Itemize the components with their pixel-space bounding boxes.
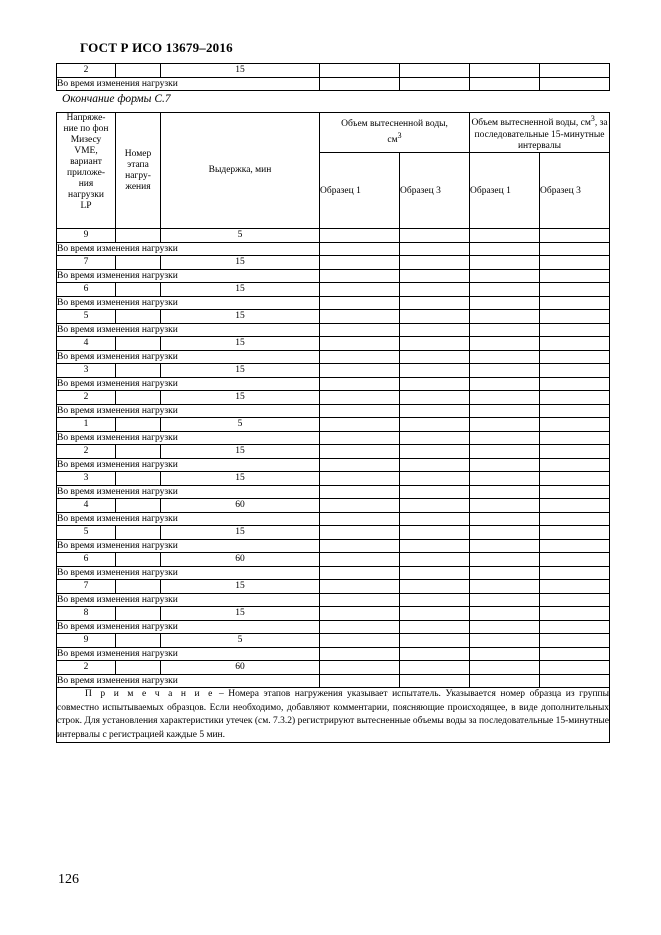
table-row: [57, 391, 610, 405]
sample-cell: [320, 526, 400, 540]
continuation-table: [56, 63, 610, 91]
stage-cell: [116, 256, 161, 270]
sample-cell: [400, 566, 470, 580]
sample-cell: [540, 364, 610, 378]
sample-cell: [470, 77, 540, 91]
stage-cell: [116, 607, 161, 621]
sample-cell: [470, 296, 540, 310]
sample-cell: [400, 620, 470, 634]
sample-cell: [470, 620, 540, 634]
sample-cell: [470, 526, 540, 540]
sample-cell: [400, 580, 470, 594]
note-label: П р и м е ч а н и е: [85, 689, 215, 699]
table-row: [57, 526, 610, 540]
sample-cell: [400, 553, 470, 567]
sample-cell: [470, 269, 540, 283]
sample-cell: [540, 269, 610, 283]
during-load-change-label: Во время изменения нагрузки: [57, 296, 320, 310]
sample-cell: [400, 337, 470, 351]
sample-cell: [470, 283, 540, 297]
sample-cell: [400, 323, 470, 337]
header-pressure: Напряже- ние по фон Мизесу VME, вариант приложе- ния нагрузки LP: [57, 113, 116, 229]
during-load-change-row: [57, 674, 610, 688]
pressure-cell: 5: [57, 526, 116, 540]
sample-cell: [540, 337, 610, 351]
stage-cell: [116, 337, 161, 351]
sample-cell: [320, 350, 400, 364]
sample-cell: [320, 553, 400, 567]
sample-cell: [320, 77, 400, 91]
sample-cell: [540, 661, 610, 675]
sample-cell: [400, 64, 470, 78]
table-note: [57, 688, 610, 743]
hold-cell: 15: [161, 310, 320, 324]
during-load-change-row: [57, 323, 610, 337]
sample-cell: [470, 607, 540, 621]
sample-cell: [400, 661, 470, 675]
sample-cell: [470, 499, 540, 513]
pressure-cell: 8: [57, 607, 116, 621]
page-number: 126: [58, 872, 79, 887]
sample-cell: [320, 458, 400, 472]
form-table: [56, 112, 610, 743]
hold-cell: 15: [161, 526, 320, 540]
hold-cell: 15: [161, 445, 320, 459]
sample-cell: [320, 661, 400, 675]
sample-cell: [540, 77, 610, 91]
sample-cell: [400, 431, 470, 445]
stage-cell: [116, 283, 161, 297]
sample-cell: [470, 539, 540, 553]
sample-cell: [320, 242, 400, 256]
sample-cell: [320, 229, 400, 243]
sample-cell: [320, 566, 400, 580]
during-load-change-label: Во время изменения нагрузки: [57, 539, 320, 553]
sample-cell: [320, 674, 400, 688]
hold-cell: 5: [161, 229, 320, 243]
sample-cell: [540, 674, 610, 688]
sample-cell: [540, 539, 610, 553]
sample-cell: [320, 499, 400, 513]
stage-cell: [116, 553, 161, 567]
sample-cell: [320, 418, 400, 432]
sample-cell: [320, 364, 400, 378]
hold-cell: 15: [161, 391, 320, 405]
sample-cell: [470, 661, 540, 675]
sample-cell: [470, 472, 540, 486]
during-load-change-label: Во время изменения нагрузки: [57, 674, 320, 688]
sample-cell: [540, 647, 610, 661]
sample-cell: [320, 64, 400, 78]
sample-cell: [540, 64, 610, 78]
hold-cell: 15: [161, 64, 320, 78]
sample-cell: [470, 566, 540, 580]
sample-cell: [540, 593, 610, 607]
sample-cell: [400, 647, 470, 661]
table-row: [57, 310, 610, 324]
sample-cell: [320, 431, 400, 445]
during-load-change-label: Во время изменения нагрузки: [57, 269, 320, 283]
sample-cell: [400, 539, 470, 553]
sample-cell: [540, 553, 610, 567]
pressure-cell: 2: [57, 661, 116, 675]
pressure-cell: 2: [57, 391, 116, 405]
sample-cell: [470, 431, 540, 445]
sample-cell: [320, 512, 400, 526]
sample-cell: [470, 634, 540, 648]
table-row: [57, 283, 610, 297]
pressure-cell: 9: [57, 229, 116, 243]
header-sample-3: Образец 3: [400, 153, 470, 229]
sample-cell: [470, 647, 540, 661]
stage-cell: [116, 391, 161, 405]
stage-cell: [116, 661, 161, 675]
sample-cell: [540, 512, 610, 526]
sample-cell: [400, 269, 470, 283]
during-load-change-label: Во время изменения нагрузки: [57, 350, 320, 364]
table-row: [57, 418, 610, 432]
stage-cell: [116, 310, 161, 324]
sample-cell: [400, 391, 470, 405]
sample-cell: [400, 350, 470, 364]
sample-cell: [400, 499, 470, 513]
sample-cell: [470, 404, 540, 418]
stage-cell: [116, 499, 161, 513]
sample-cell: [470, 310, 540, 324]
sample-cell: [540, 485, 610, 499]
pressure-cell: 9: [57, 634, 116, 648]
during-load-change-label: Во время изменения нагрузки: [57, 377, 320, 391]
sample-cell: [320, 310, 400, 324]
sample-cell: [320, 620, 400, 634]
during-load-change-label: Во время изменения нагрузки: [57, 77, 320, 91]
header-interval-sample-1: Образец 1: [470, 153, 540, 229]
sample-cell: [540, 620, 610, 634]
sample-cell: [400, 634, 470, 648]
stage-cell: [116, 472, 161, 486]
sample-cell: [400, 77, 470, 91]
during-load-change-row: [57, 512, 610, 526]
hold-cell: 15: [161, 472, 320, 486]
sample-cell: [540, 580, 610, 594]
sample-cell: [540, 323, 610, 337]
hold-cell: 60: [161, 553, 320, 567]
sample-cell: [540, 377, 610, 391]
sample-cell: [400, 485, 470, 499]
sample-cell: [540, 242, 610, 256]
header-stage: Номер этапа нагру- жения: [116, 113, 161, 229]
pressure-cell: 6: [57, 553, 116, 567]
pressure-cell: 2: [57, 64, 116, 78]
table-row: [57, 553, 610, 567]
stage-cell: [116, 229, 161, 243]
hold-cell: 60: [161, 499, 320, 513]
sample-cell: [320, 647, 400, 661]
sample-cell: [400, 526, 470, 540]
sample-cell: [470, 553, 540, 567]
stage-cell: [116, 64, 161, 78]
sample-cell: [400, 229, 470, 243]
sample-cell: [470, 580, 540, 594]
hold-cell: 15: [161, 337, 320, 351]
during-load-change-row: [57, 350, 610, 364]
during-load-change-label: Во время изменения нагрузки: [57, 431, 320, 445]
sample-cell: [540, 458, 610, 472]
stage-cell: [116, 580, 161, 594]
during-load-change-label: Во время изменения нагрузки: [57, 593, 320, 607]
sample-cell: [540, 404, 610, 418]
table-row: [57, 634, 610, 648]
sample-cell: [400, 593, 470, 607]
sample-cell: [320, 256, 400, 270]
table-row: [57, 445, 610, 459]
sample-cell: [540, 634, 610, 648]
stage-cell: [116, 418, 161, 432]
during-load-change-row: [57, 269, 610, 283]
hold-cell: 60: [161, 661, 320, 675]
table-row: [57, 661, 610, 675]
sample-cell: [320, 323, 400, 337]
sample-cell: [400, 512, 470, 526]
hold-cell: 15: [161, 256, 320, 270]
table-row: [57, 364, 610, 378]
during-load-change-row: [57, 485, 610, 499]
sample-cell: [470, 593, 540, 607]
sample-cell: [540, 566, 610, 580]
sample-cell: [320, 607, 400, 621]
sample-cell: [470, 485, 540, 499]
during-load-change-row: [57, 77, 610, 91]
table-row: [57, 472, 610, 486]
sample-cell: [540, 229, 610, 243]
sample-cell: [320, 634, 400, 648]
sample-cell: [540, 472, 610, 486]
sample-cell: [470, 256, 540, 270]
sample-cell: [470, 229, 540, 243]
pressure-cell: 3: [57, 472, 116, 486]
sample-cell: [470, 350, 540, 364]
during-load-change-label: Во время изменения нагрузки: [57, 620, 320, 634]
sample-cell: [540, 283, 610, 297]
sample-cell: [540, 296, 610, 310]
header-hold: Выдержка, мин: [161, 113, 320, 229]
during-load-change-label: Во время изменения нагрузки: [57, 647, 320, 661]
page-header: ГОСТ Р ИСО 13679–2016: [80, 40, 233, 55]
sample-cell: [400, 674, 470, 688]
sample-cell: [400, 458, 470, 472]
during-load-change-row: [57, 431, 610, 445]
sample-cell: [540, 431, 610, 445]
sample-cell: [320, 269, 400, 283]
during-load-change-row: [57, 593, 610, 607]
sample-cell: [320, 283, 400, 297]
table-row: [57, 499, 610, 513]
during-load-change-row: [57, 296, 610, 310]
header-volume: Объем вытесненной воды, $см^3$: [320, 113, 470, 153]
pressure-cell: 7: [57, 580, 116, 594]
sample-cell: [320, 472, 400, 486]
during-load-change-row: [57, 242, 610, 256]
sample-cell: [470, 458, 540, 472]
during-load-change-label: Во время изменения нагрузки: [57, 404, 320, 418]
sample-cell: [320, 539, 400, 553]
sample-cell: [400, 607, 470, 621]
sample-cell: [400, 472, 470, 486]
stage-cell: [116, 634, 161, 648]
header-volume-intervals: Объем вытесненной воды, $см^3$, за последовательные 15-минутные интервалы: [471, 114, 608, 151]
pressure-cell: 5: [57, 310, 116, 324]
sample-cell: [320, 377, 400, 391]
sample-cell: [400, 242, 470, 256]
sample-cell: [540, 391, 610, 405]
table-row: [57, 607, 610, 621]
table-row: [57, 256, 610, 270]
hold-cell: 5: [161, 634, 320, 648]
sample-cell: [400, 296, 470, 310]
sample-cell: [470, 391, 540, 405]
sample-cell: [470, 242, 540, 256]
sample-cell: [470, 64, 540, 78]
during-load-change-row: [57, 566, 610, 580]
hold-cell: 15: [161, 607, 320, 621]
stage-cell: [116, 445, 161, 459]
table-row: [57, 229, 610, 243]
table-caption: Окончание формы С.7: [62, 93, 171, 105]
sample-cell: [400, 445, 470, 459]
sample-cell: [320, 445, 400, 459]
sample-cell: [400, 377, 470, 391]
sample-cell: [320, 404, 400, 418]
during-load-change-row: [57, 377, 610, 391]
sample-cell: [540, 310, 610, 324]
during-load-change-label: Во время изменения нагрузки: [57, 566, 320, 580]
pressure-cell: 6: [57, 283, 116, 297]
pressure-cell: 2: [57, 445, 116, 459]
sample-cell: [400, 283, 470, 297]
sample-cell: [540, 418, 610, 432]
hold-cell: 15: [161, 364, 320, 378]
sample-cell: [470, 512, 540, 526]
sample-cell: [470, 364, 540, 378]
note-text: – Номера этапов нагружения указывает испытатель. Указывается номер образца из группы совместно испытываемых образцов. Если необходимо, добавляют комментарии, поясняющие происходящее, в виде дополнительных строк. Для установления характеристики утечек (см. 7.3.2) регистрируют вытесненные объемы воды за последовательные 15-минутные интервалы с регистрацией каждые 5 мин.: [57, 689, 610, 740]
sample-cell: [400, 364, 470, 378]
during-load-change-row: [57, 539, 610, 553]
sample-cell: [320, 337, 400, 351]
header-sample-1: Образец 1: [320, 153, 400, 229]
sample-cell: [540, 445, 610, 459]
table-row: [57, 337, 610, 351]
sample-cell: [540, 607, 610, 621]
during-load-change-label: Во время изменения нагрузки: [57, 323, 320, 337]
sample-cell: [320, 391, 400, 405]
stage-cell: [116, 526, 161, 540]
pressure-cell: 4: [57, 499, 116, 513]
sample-cell: [540, 256, 610, 270]
table-row: [57, 64, 610, 78]
sample-cell: [400, 418, 470, 432]
during-load-change-row: [57, 458, 610, 472]
during-load-change-label: Во время изменения нагрузки: [57, 485, 320, 499]
sample-cell: [470, 674, 540, 688]
during-load-change-label: Во время изменения нагрузки: [57, 458, 320, 472]
sample-cell: [320, 580, 400, 594]
pressure-cell: 7: [57, 256, 116, 270]
sample-cell: [470, 337, 540, 351]
stage-cell: [116, 364, 161, 378]
during-load-change-row: [57, 404, 610, 418]
hold-cell: 15: [161, 283, 320, 297]
hold-cell: 5: [161, 418, 320, 432]
sample-cell: [320, 485, 400, 499]
sample-cell: [320, 593, 400, 607]
sample-cell: [470, 445, 540, 459]
sample-cell: [320, 296, 400, 310]
sample-cell: [400, 256, 470, 270]
sample-cell: [470, 323, 540, 337]
during-load-change-label: Во время изменения нагрузки: [57, 242, 320, 256]
sample-cell: [540, 499, 610, 513]
hold-cell: 15: [161, 580, 320, 594]
table-row: [57, 580, 610, 594]
header-interval-sample-3: Образец 3: [540, 153, 610, 229]
during-load-change-label: Во время изменения нагрузки: [57, 512, 320, 526]
pressure-cell: 4: [57, 337, 116, 351]
sample-cell: [470, 377, 540, 391]
sample-cell: [470, 418, 540, 432]
sample-cell: [400, 310, 470, 324]
pressure-cell: 3: [57, 364, 116, 378]
sample-cell: [400, 404, 470, 418]
sample-cell: [540, 526, 610, 540]
pressure-cell: 1: [57, 418, 116, 432]
during-load-change-row: [57, 620, 610, 634]
sample-cell: [540, 350, 610, 364]
during-load-change-row: [57, 647, 610, 661]
